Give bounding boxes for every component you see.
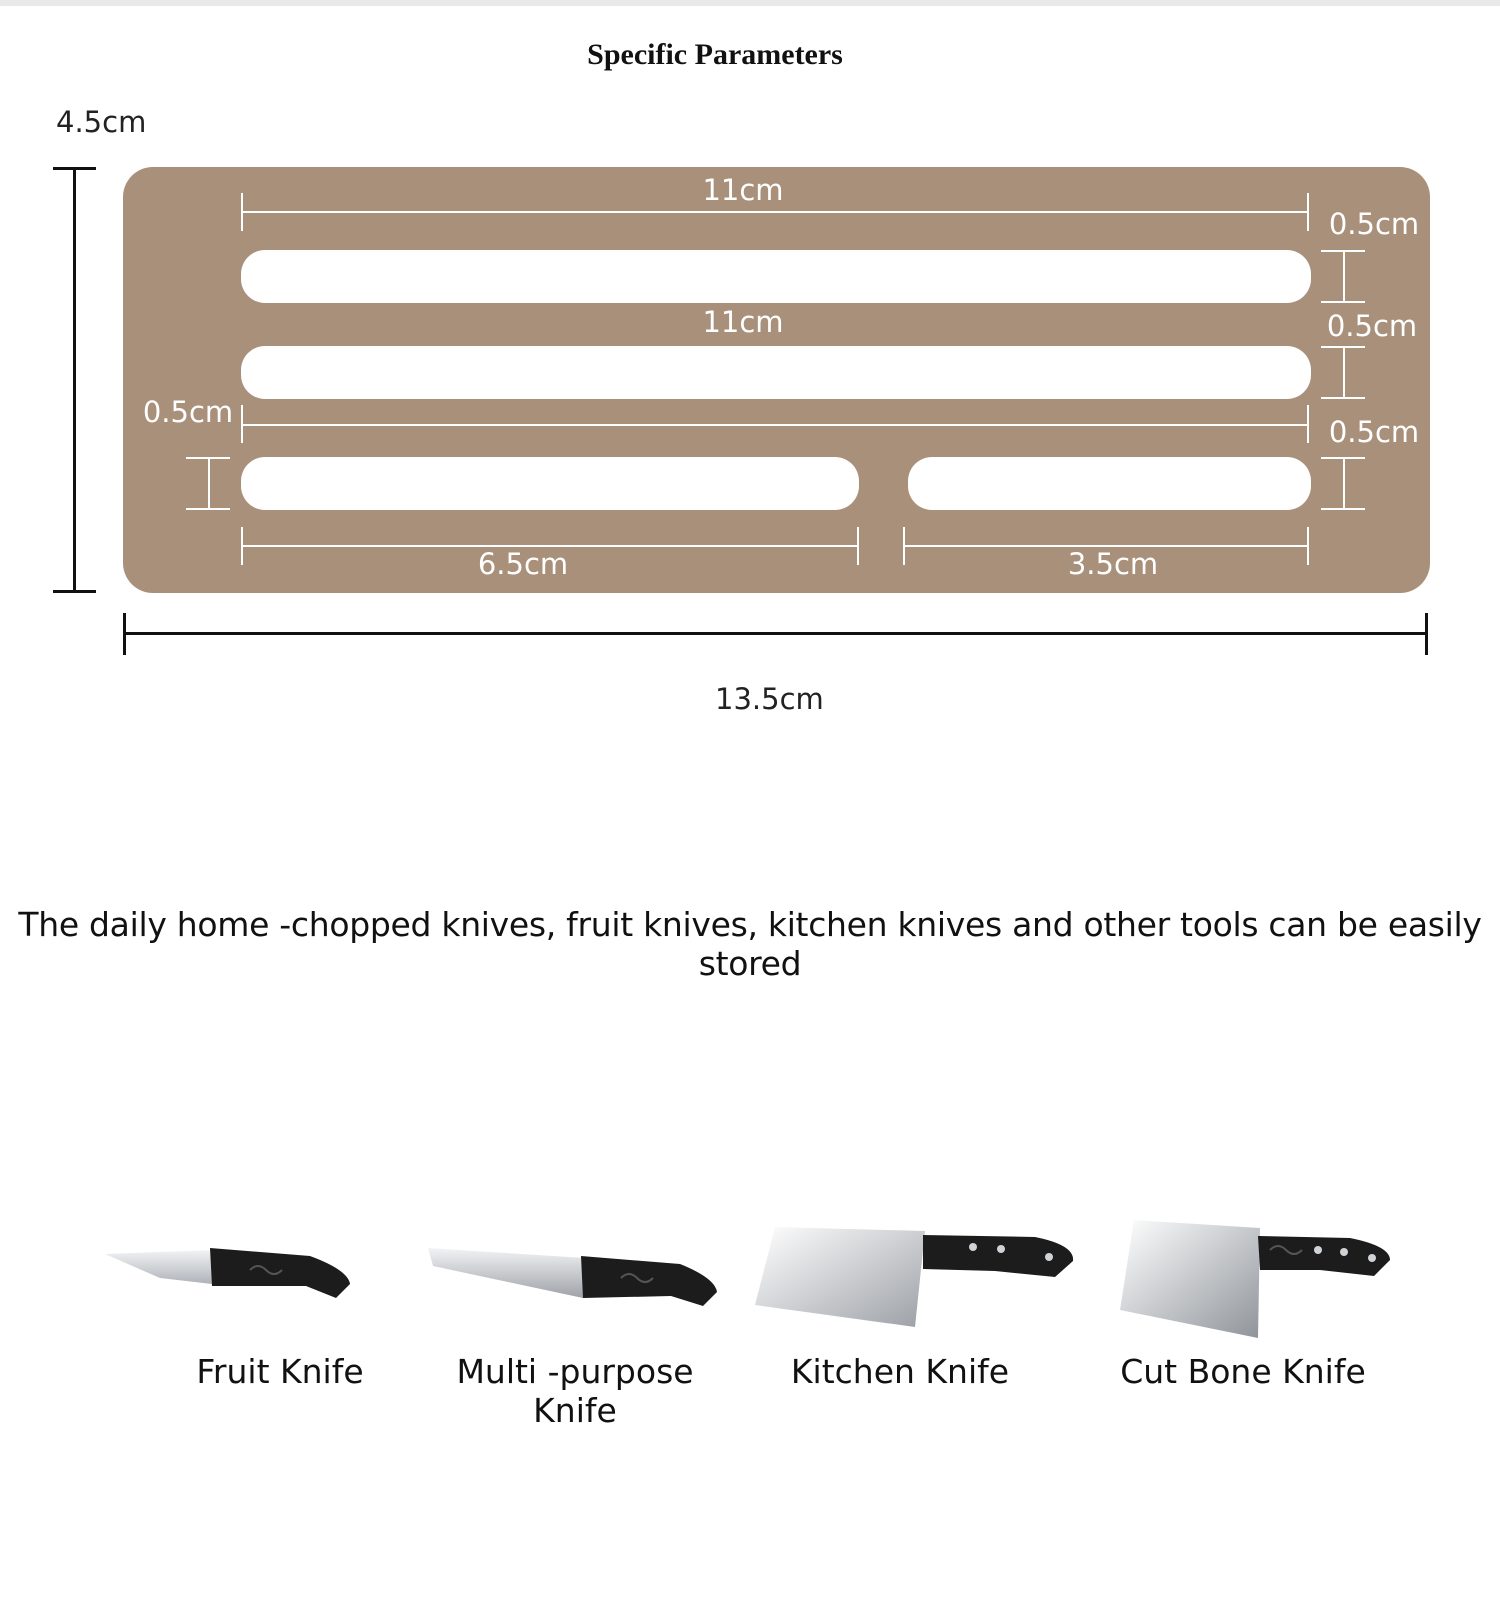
slot-middle (241, 346, 1311, 399)
slot-width-2-bottom-tick (1321, 397, 1365, 399)
fruit-knife-label: Fruit Knife (196, 1352, 364, 1391)
slot-width-left-line (208, 457, 210, 510)
slot-top (241, 250, 1311, 303)
slot-bottom-left (241, 457, 859, 510)
cut-bone-knife-label: Cut Bone Knife (1120, 1352, 1366, 1391)
slot-bottom-left-length-label: 6.5cm (477, 547, 569, 581)
cut-bone-knife-icon (1120, 1218, 1400, 1343)
slot-width-1-top-tick (1321, 250, 1365, 252)
slot-middle-right-tick (1307, 405, 1309, 443)
slot-width-1-line (1343, 250, 1345, 303)
slot-top-right-tick (1307, 193, 1309, 231)
knife-holder-plate (123, 167, 1430, 593)
slot-bottom-right-right-tick (1307, 527, 1309, 565)
kitchen-knife-icon (755, 1225, 1075, 1335)
slot-width-3-bottom-tick (1321, 508, 1365, 510)
slot-top-left-tick (241, 193, 243, 231)
slot-width-1-label: 0.5cm (1328, 207, 1420, 241)
slot-width-2-line (1343, 346, 1345, 399)
slot-bottom-left-right-tick (857, 527, 859, 565)
slot-width-2-top-tick (1321, 346, 1365, 348)
height-label: 4.5cm (56, 105, 147, 139)
multi-purpose-knife-label: Multi -purpose Knife (456, 1352, 694, 1430)
slot-top-length-label: 11cm (702, 173, 784, 207)
slot-bottom-left-left-tick (241, 527, 243, 565)
height-dimension-line (73, 167, 76, 593)
height-dimension-top-tick (53, 167, 96, 170)
width-label: 13.5cm (715, 682, 824, 716)
slot-middle-length-label: 11cm (702, 305, 784, 339)
width-dimension-left-tick (123, 613, 126, 655)
slot-bottom-right-left-tick (903, 527, 905, 565)
slot-width-2-label: 0.5cm (1326, 309, 1418, 343)
slot-middle-dimension-line (241, 424, 1309, 426)
kitchen-knife-label: Kitchen Knife (790, 1352, 1010, 1391)
page-title: Specific Parameters (587, 38, 843, 71)
slot-width-left-label: 0.5cm (142, 395, 234, 429)
slot-top-dimension-line (241, 211, 1309, 213)
slot-width-3-label: 0.5cm (1328, 415, 1420, 449)
top-border (0, 0, 1500, 6)
storage-caption: The daily home -chopped knives, fruit knives, kitchen knives and other tools can be easily stored (18, 905, 1482, 983)
slot-width-1-bottom-tick (1321, 301, 1365, 303)
width-dimension-line (124, 632, 1427, 635)
slot-width-left-bottom-tick (186, 508, 230, 510)
slot-width-left-top-tick (186, 457, 230, 459)
slot-bottom-right (908, 457, 1311, 510)
multi-purpose-knife-icon (425, 1240, 725, 1330)
fruit-knife-icon (100, 1240, 360, 1320)
slot-width-3-line (1343, 457, 1345, 510)
width-dimension-right-tick (1425, 613, 1428, 655)
slot-width-3-top-tick (1321, 457, 1365, 459)
slot-bottom-right-length-label: 3.5cm (1067, 547, 1159, 581)
height-dimension-bottom-tick (53, 590, 96, 593)
